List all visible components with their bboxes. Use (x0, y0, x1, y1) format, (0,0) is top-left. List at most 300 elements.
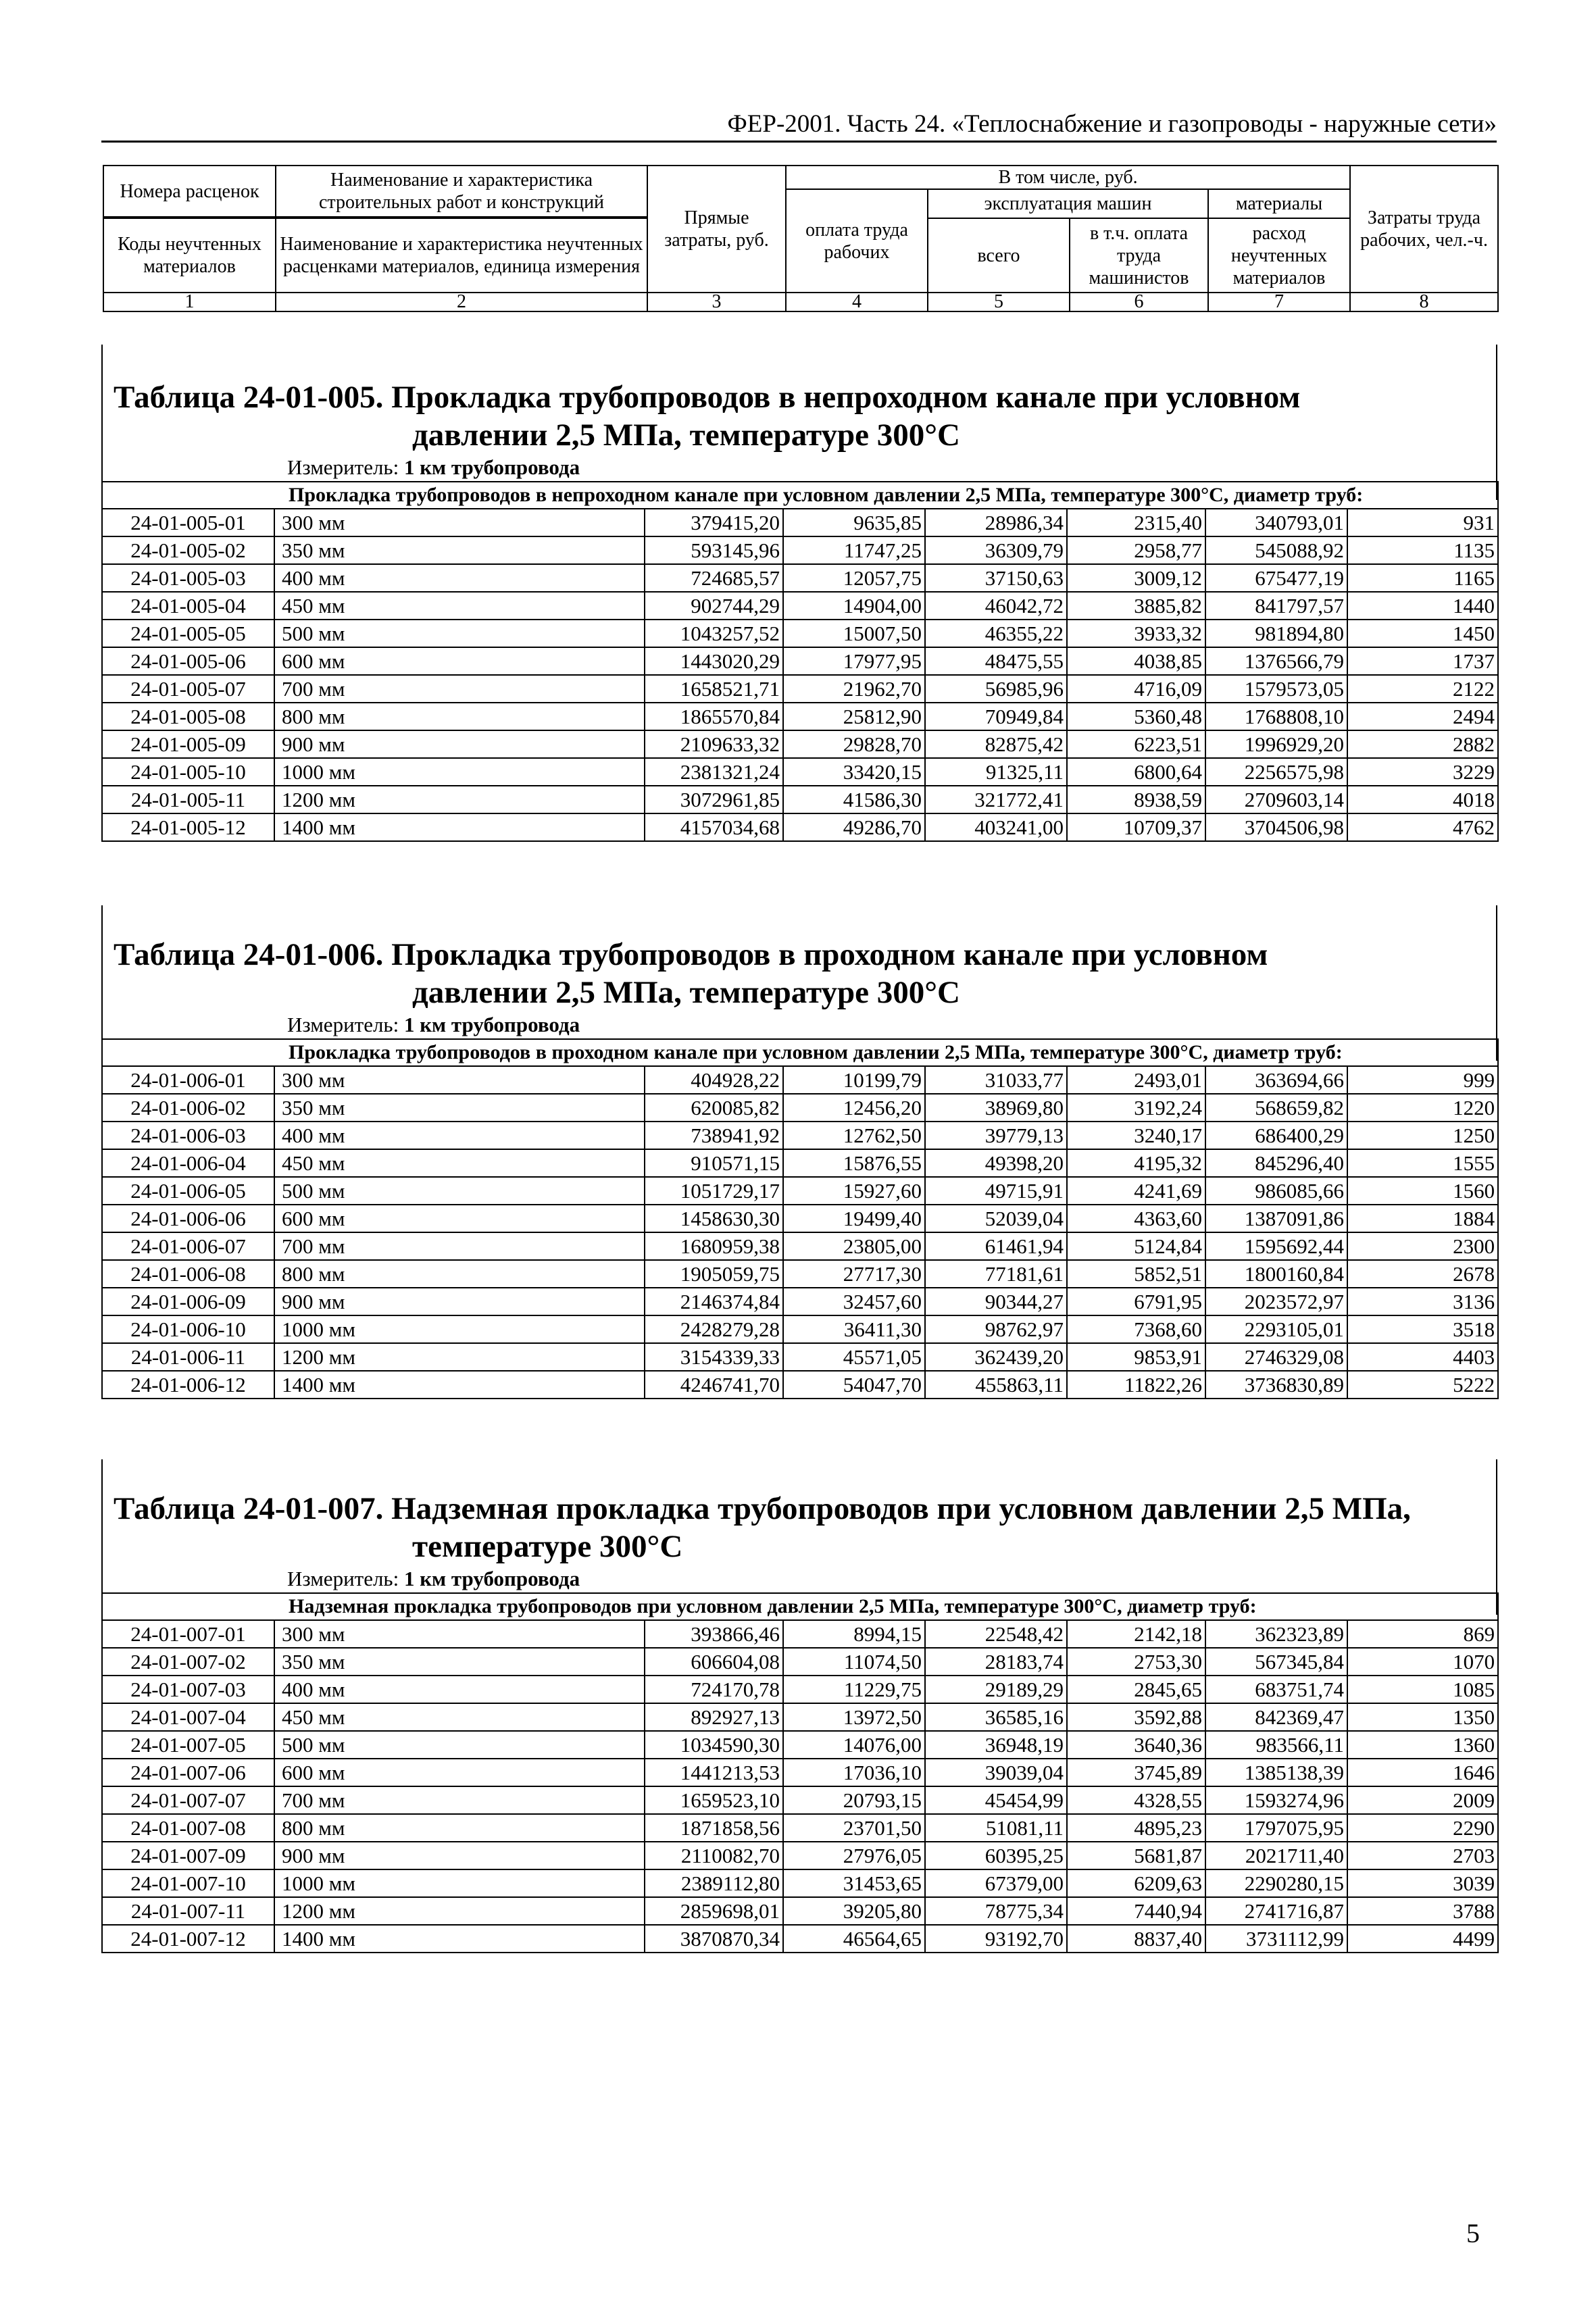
machines-wages-cell: 3009,12 (1067, 564, 1205, 592)
rate-code-cell: 24-01-005-06 (102, 647, 274, 675)
rate-code-cell: 24-01-006-07 (102, 1232, 274, 1260)
direct-costs-cell: 2146374,84 (645, 1288, 783, 1315)
wages-cell: 9635,85 (783, 509, 925, 536)
pipe-diameter-cell: 450 мм (274, 1149, 645, 1177)
header-wages: оплата труда рабочих (786, 189, 928, 293)
header-materials: материалы (1208, 189, 1350, 218)
materials-cell: 1376566,79 (1205, 647, 1347, 675)
machines-total-cell: 60395,25 (925, 1842, 1067, 1869)
rate-code-cell: 24-01-005-11 (102, 786, 274, 813)
materials-cell: 2256575,98 (1205, 758, 1347, 786)
materials-cell: 1595692,44 (1205, 1232, 1347, 1260)
rate-code-cell: 24-01-005-05 (102, 620, 274, 647)
direct-costs-cell: 892927,13 (645, 1703, 783, 1731)
wages-cell: 39205,80 (783, 1897, 925, 1925)
materials-cell: 1800160,84 (1205, 1260, 1347, 1288)
machines-total-cell: 39779,13 (925, 1122, 1067, 1149)
pipe-diameter-cell: 1200 мм (274, 1897, 645, 1925)
rate-code-cell: 24-01-006-09 (102, 1288, 274, 1315)
subtitle-row (102, 482, 1498, 509)
direct-costs-cell: 393866,46 (645, 1620, 783, 1648)
header-materials-name: Наименование и характеристика неучтенных расценками материалов, единица измерения (276, 218, 647, 293)
machines-total-cell: 67379,00 (925, 1869, 1067, 1897)
direct-costs-cell: 3154339,33 (645, 1343, 783, 1371)
table-row (102, 1232, 1498, 1260)
table-row (102, 1094, 1498, 1122)
labor-hours-cell: 2300 (1347, 1232, 1498, 1260)
pipe-diameter-cell: 600 мм (274, 1759, 645, 1786)
labor-hours-cell: 4403 (1347, 1343, 1498, 1371)
wages-cell: 36411,30 (783, 1315, 925, 1343)
labor-hours-cell: 1070 (1347, 1648, 1498, 1676)
materials-cell: 2023572,97 (1205, 1288, 1347, 1315)
header-machines-total: всего (928, 218, 1070, 293)
materials-cell: 675477,19 (1205, 564, 1347, 592)
pipe-diameter-cell: 1400 мм (274, 813, 645, 841)
table-row (102, 1842, 1498, 1869)
wages-cell: 45571,05 (783, 1343, 925, 1371)
machines-wages-cell: 2315,40 (1067, 509, 1205, 536)
machines-wages-cell: 4241,69 (1067, 1177, 1205, 1205)
header-including: В том числе, руб. (786, 166, 1350, 189)
direct-costs-cell: 1680959,38 (645, 1232, 783, 1260)
machines-wages-cell: 3933,32 (1067, 620, 1205, 647)
materials-cell: 3736830,89 (1205, 1371, 1347, 1399)
rate-code-cell: 24-01-005-03 (102, 564, 274, 592)
wages-cell: 41586,30 (783, 786, 925, 813)
machines-wages-cell: 2142,18 (1067, 1620, 1205, 1648)
machines-wages-cell: 3640,36 (1067, 1731, 1205, 1759)
machines-total-cell: 70949,84 (925, 703, 1067, 730)
rate-code-cell: 24-01-006-04 (102, 1149, 274, 1177)
wages-cell: 25812,90 (783, 703, 925, 730)
direct-costs-cell: 1043257,52 (645, 620, 783, 647)
table-row (102, 1066, 1498, 1094)
measure-unit: Измеритель: 1 км трубопровода (287, 1567, 580, 1590)
machines-total-cell: 28986,34 (925, 509, 1067, 536)
pipe-diameter-cell: 800 мм (274, 1260, 645, 1288)
header-material-codes: Коды неучтенных материалов (103, 218, 276, 293)
direct-costs-cell: 2109633,32 (645, 730, 783, 758)
row-group-title: Надземная прокладка трубопроводов при условном давлении 2,5 МПа, температуре 300°С, диаметр труб: (102, 1593, 1498, 1620)
direct-costs-cell: 1443020,29 (645, 647, 783, 675)
labor-hours-cell: 931 (1347, 509, 1498, 536)
header-machines: эксплуатация машин (928, 189, 1208, 218)
machines-total-cell: 36948,19 (925, 1731, 1067, 1759)
machines-total-cell: 45454,99 (925, 1786, 1067, 1814)
rate-code-cell: 24-01-006-05 (102, 1177, 274, 1205)
pipe-diameter-cell: 500 мм (274, 1731, 645, 1759)
column-number: 4 (786, 293, 928, 311)
labor-hours-cell: 1555 (1347, 1149, 1498, 1177)
labor-hours-cell: 1360 (1347, 1731, 1498, 1759)
machines-total-cell: 28183,74 (925, 1648, 1067, 1676)
subtitle-row (102, 1593, 1498, 1620)
machines-wages-cell: 3240,17 (1067, 1122, 1205, 1149)
table-row (102, 1814, 1498, 1842)
wages-cell: 14076,00 (783, 1731, 925, 1759)
wages-cell: 12762,50 (783, 1122, 925, 1149)
table-row (102, 1122, 1498, 1149)
direct-costs-cell: 1659523,10 (645, 1786, 783, 1814)
machines-wages-cell: 6223,51 (1067, 730, 1205, 758)
machines-wages-cell: 5852,51 (1067, 1260, 1205, 1288)
wages-cell: 8994,15 (783, 1620, 925, 1648)
labor-hours-cell: 2678 (1347, 1260, 1498, 1288)
header-rates: Номера расценок (103, 166, 276, 218)
materials-cell: 3731112,99 (1205, 1925, 1347, 1953)
machines-total-cell: 362439,20 (925, 1343, 1067, 1371)
rate-code-cell: 24-01-006-08 (102, 1260, 274, 1288)
rate-code-cell: 24-01-005-04 (102, 592, 274, 620)
pipe-diameter-cell: 900 мм (274, 730, 645, 758)
rate-code-cell: 24-01-007-05 (102, 1731, 274, 1759)
labor-hours-cell: 1560 (1347, 1177, 1498, 1205)
labor-hours-cell: 1135 (1347, 536, 1498, 564)
materials-cell: 2293105,01 (1205, 1315, 1347, 1343)
pipe-diameter-cell: 700 мм (274, 675, 645, 703)
materials-cell: 842369,47 (1205, 1703, 1347, 1731)
machines-wages-cell: 2958,77 (1067, 536, 1205, 564)
pipe-diameter-cell: 800 мм (274, 1814, 645, 1842)
rate-code-cell: 24-01-007-12 (102, 1925, 274, 1953)
machines-wages-cell: 2493,01 (1067, 1066, 1205, 1094)
page-number: 5 (1466, 2218, 1480, 2248)
pipe-diameter-cell: 400 мм (274, 1122, 645, 1149)
materials-cell: 545088,92 (1205, 536, 1347, 564)
machines-wages-cell: 4363,60 (1067, 1205, 1205, 1232)
header-machines-wages: в т.ч. оплата труда машинистов (1070, 218, 1208, 293)
direct-costs-cell: 2110082,70 (645, 1842, 783, 1869)
pipe-diameter-cell: 300 мм (274, 509, 645, 536)
wages-cell: 12456,20 (783, 1094, 925, 1122)
rate-code-cell: 24-01-007-09 (102, 1842, 274, 1869)
direct-costs-cell: 593145,96 (645, 536, 783, 564)
table-row (102, 730, 1498, 758)
materials-cell: 363694,66 (1205, 1066, 1347, 1094)
table-row (102, 536, 1498, 564)
machines-total-cell: 78775,34 (925, 1897, 1067, 1925)
pipe-diameter-cell: 900 мм (274, 1288, 645, 1315)
labor-hours-cell: 2009 (1347, 1786, 1498, 1814)
machines-wages-cell: 5124,84 (1067, 1232, 1205, 1260)
direct-costs-cell: 2859698,01 (645, 1897, 783, 1925)
machines-total-cell: 29189,29 (925, 1676, 1067, 1703)
direct-costs-cell: 1871858,56 (645, 1814, 783, 1842)
machines-wages-cell: 3592,88 (1067, 1703, 1205, 1731)
pipe-diameter-cell: 300 мм (274, 1620, 645, 1648)
direct-costs-cell: 2428279,28 (645, 1315, 783, 1343)
table-row (102, 675, 1498, 703)
table-row (102, 1315, 1498, 1343)
machines-wages-cell: 5681,87 (1067, 1842, 1205, 1869)
labor-hours-cell: 2122 (1347, 675, 1498, 703)
labor-hours-cell: 3229 (1347, 758, 1498, 786)
materials-cell: 2741716,87 (1205, 1897, 1347, 1925)
row-group-title: Прокладка трубопроводов в проходном канале при условном давлении 2,5 МПа, температуре 300°С, диаметр труб: (102, 1039, 1498, 1066)
wages-cell: 27717,30 (783, 1260, 925, 1288)
machines-total-cell: 48475,55 (925, 647, 1067, 675)
machines-total-cell: 49715,91 (925, 1177, 1067, 1205)
running-header: ФЕР-2001. Часть 24. «Теплоснабжение и газопроводы - наружные сети» (727, 110, 1497, 138)
machines-wages-cell: 8837,40 (1067, 1925, 1205, 1953)
labor-hours-cell: 3039 (1347, 1869, 1498, 1897)
materials-cell: 362323,89 (1205, 1620, 1347, 1648)
labor-hours-cell: 2494 (1347, 703, 1498, 730)
labor-hours-cell: 1250 (1347, 1122, 1498, 1149)
pipe-diameter-cell: 1400 мм (274, 1925, 645, 1953)
rate-code-cell: 24-01-007-04 (102, 1703, 274, 1731)
labor-hours-cell: 1884 (1347, 1205, 1498, 1232)
machines-total-cell: 37150,63 (925, 564, 1067, 592)
direct-costs-cell: 1034590,30 (645, 1731, 783, 1759)
table-section (101, 936, 1497, 1399)
rate-code-cell: 24-01-006-01 (102, 1066, 274, 1094)
rates-table (101, 481, 1499, 842)
machines-total-cell: 403241,00 (925, 813, 1067, 841)
rate-code-cell: 24-01-007-01 (102, 1620, 274, 1648)
table-row (102, 1149, 1498, 1177)
table-row (102, 1759, 1498, 1786)
column-number: 6 (1070, 293, 1208, 311)
column-number: 3 (647, 293, 786, 311)
machines-total-cell: 321772,41 (925, 786, 1067, 813)
wages-cell: 19499,40 (783, 1205, 925, 1232)
labor-hours-cell: 1085 (1347, 1676, 1498, 1703)
table-row (102, 509, 1498, 536)
materials-cell: 686400,29 (1205, 1122, 1347, 1149)
materials-cell: 1387091,86 (1205, 1205, 1347, 1232)
machines-wages-cell: 7440,94 (1067, 1897, 1205, 1925)
materials-cell: 568659,82 (1205, 1094, 1347, 1122)
machines-total-cell: 90344,27 (925, 1288, 1067, 1315)
wages-cell: 23701,50 (783, 1814, 925, 1842)
table-row (102, 703, 1498, 730)
materials-cell: 683751,74 (1205, 1676, 1347, 1703)
labor-hours-cell: 999 (1347, 1066, 1498, 1094)
rate-code-cell: 24-01-005-01 (102, 509, 274, 536)
pipe-diameter-cell: 400 мм (274, 564, 645, 592)
materials-cell: 2021711,40 (1205, 1842, 1347, 1869)
pipe-diameter-cell: 350 мм (274, 536, 645, 564)
direct-costs-cell: 620085,82 (645, 1094, 783, 1122)
machines-wages-cell: 4716,09 (1067, 675, 1205, 703)
table-title: Таблица 24-01-007. Надземная прокладка трубопроводов при условном давлении 2,5 МПа, температуре 300°С (114, 1491, 1411, 1564)
materials-cell: 1579573,05 (1205, 675, 1347, 703)
labor-hours-cell: 869 (1347, 1620, 1498, 1648)
wages-cell: 11229,75 (783, 1676, 925, 1703)
machines-wages-cell: 10709,37 (1067, 813, 1205, 841)
table-section (101, 1490, 1497, 1953)
direct-costs-cell: 724685,57 (645, 564, 783, 592)
machines-total-cell: 98762,97 (925, 1315, 1067, 1343)
labor-hours-cell: 1450 (1347, 620, 1498, 647)
materials-cell: 3704506,98 (1205, 813, 1347, 841)
rate-code-cell: 24-01-006-10 (102, 1315, 274, 1343)
table-row (102, 1371, 1498, 1399)
machines-total-cell: 455863,11 (925, 1371, 1067, 1399)
header-rule (101, 141, 1497, 143)
labor-hours-cell: 1220 (1347, 1094, 1498, 1122)
table-row (102, 620, 1498, 647)
labor-hours-cell: 1646 (1347, 1759, 1498, 1786)
machines-total-cell: 22548,42 (925, 1620, 1067, 1648)
column-number: 5 (928, 293, 1070, 311)
table-row (102, 1925, 1498, 1953)
direct-costs-cell: 379415,20 (645, 509, 783, 536)
wages-cell: 12057,75 (783, 564, 925, 592)
wages-cell: 15927,60 (783, 1177, 925, 1205)
rate-code-cell: 24-01-006-12 (102, 1371, 274, 1399)
machines-total-cell: 49398,20 (925, 1149, 1067, 1177)
direct-costs-cell: 4157034,68 (645, 813, 783, 841)
machines-wages-cell: 3745,89 (1067, 1759, 1205, 1786)
direct-costs-cell: 1051729,17 (645, 1177, 783, 1205)
machines-total-cell: 82875,42 (925, 730, 1067, 758)
rate-code-cell: 24-01-005-10 (102, 758, 274, 786)
machines-total-cell: 51081,11 (925, 1814, 1067, 1842)
wages-cell: 10199,79 (783, 1066, 925, 1094)
rates-table (101, 1038, 1499, 1399)
pipe-diameter-cell: 600 мм (274, 1205, 645, 1232)
direct-costs-cell: 910571,15 (645, 1149, 783, 1177)
rate-code-cell: 24-01-007-07 (102, 1786, 274, 1814)
rate-code-cell: 24-01-006-06 (102, 1205, 274, 1232)
direct-costs-cell: 3072961,85 (645, 786, 783, 813)
direct-costs-cell: 3870870,34 (645, 1925, 783, 1953)
machines-total-cell: 39039,04 (925, 1759, 1067, 1786)
direct-costs-cell: 724170,78 (645, 1676, 783, 1703)
materials-cell: 2746329,08 (1205, 1343, 1347, 1371)
materials-cell: 1797075,95 (1205, 1814, 1347, 1842)
table-row (102, 786, 1498, 813)
wages-cell: 23805,00 (783, 1232, 925, 1260)
machines-total-cell: 46042,72 (925, 592, 1067, 620)
machines-wages-cell: 8938,59 (1067, 786, 1205, 813)
materials-cell: 2290280,15 (1205, 1869, 1347, 1897)
wages-cell: 11074,50 (783, 1648, 925, 1676)
direct-costs-cell: 902744,29 (645, 592, 783, 620)
machines-wages-cell: 4328,55 (1067, 1786, 1205, 1814)
table-row (102, 1703, 1498, 1731)
table-row (102, 1205, 1498, 1232)
table-row (102, 564, 1498, 592)
direct-costs-cell: 404928,22 (645, 1066, 783, 1094)
materials-cell: 845296,40 (1205, 1149, 1347, 1177)
materials-cell: 841797,57 (1205, 592, 1347, 620)
wages-cell: 54047,70 (783, 1371, 925, 1399)
rate-code-cell: 24-01-007-11 (102, 1897, 274, 1925)
materials-cell: 2709603,14 (1205, 786, 1347, 813)
materials-cell: 1593274,96 (1205, 1786, 1347, 1814)
table-row (102, 647, 1498, 675)
wages-cell: 15876,55 (783, 1149, 925, 1177)
table-row (102, 1260, 1498, 1288)
materials-cell: 1996929,20 (1205, 730, 1347, 758)
pipe-diameter-cell: 1200 мм (274, 786, 645, 813)
labor-hours-cell: 4499 (1347, 1925, 1498, 1953)
wages-cell: 31453,65 (783, 1869, 925, 1897)
machines-total-cell: 52039,04 (925, 1205, 1067, 1232)
machines-total-cell: 31033,77 (925, 1066, 1067, 1094)
materials-cell: 1385138,39 (1205, 1759, 1347, 1786)
table-row (102, 1786, 1498, 1814)
table-row (102, 1343, 1498, 1371)
labor-hours-cell: 3788 (1347, 1897, 1498, 1925)
table-row (102, 1177, 1498, 1205)
machines-wages-cell: 9853,91 (1067, 1343, 1205, 1371)
pipe-diameter-cell: 350 мм (274, 1094, 645, 1122)
pipe-diameter-cell: 450 мм (274, 592, 645, 620)
rate-code-cell: 24-01-007-06 (102, 1759, 274, 1786)
machines-wages-cell: 2753,30 (1067, 1648, 1205, 1676)
rate-code-cell: 24-01-007-02 (102, 1648, 274, 1676)
rate-code-cell: 24-01-006-11 (102, 1343, 274, 1371)
pipe-diameter-cell: 400 мм (274, 1676, 645, 1703)
table-title: Таблица 24-01-006. Прокладка трубопроводов в проходном канале при условном давлении 2,5 МПа, температуре 300°С (114, 937, 1268, 1010)
machines-total-cell: 36585,16 (925, 1703, 1067, 1731)
wages-cell: 11747,25 (783, 536, 925, 564)
wages-cell: 27976,05 (783, 1842, 925, 1869)
machines-total-cell: 56985,96 (925, 675, 1067, 703)
direct-costs-cell: 1865570,84 (645, 703, 783, 730)
column-number: 7 (1208, 293, 1350, 311)
wages-cell: 17036,10 (783, 1759, 925, 1786)
rate-code-cell: 24-01-007-03 (102, 1676, 274, 1703)
wages-cell: 20793,15 (783, 1786, 925, 1814)
table-row (102, 1869, 1498, 1897)
materials-cell: 1768808,10 (1205, 703, 1347, 730)
pipe-diameter-cell: 450 мм (274, 1703, 645, 1731)
column-number: 2 (276, 293, 647, 311)
table-row (102, 1897, 1498, 1925)
machines-wages-cell: 11822,26 (1067, 1371, 1205, 1399)
table-row (102, 1676, 1498, 1703)
wages-cell: 21962,70 (783, 675, 925, 703)
labor-hours-cell: 4762 (1347, 813, 1498, 841)
machines-wages-cell: 4195,32 (1067, 1149, 1205, 1177)
machines-total-cell: 61461,94 (925, 1232, 1067, 1260)
labor-hours-cell: 5222 (1347, 1371, 1498, 1399)
pipe-diameter-cell: 700 мм (274, 1786, 645, 1814)
column-header-table (103, 165, 1499, 312)
table-row (102, 1288, 1498, 1315)
wages-cell: 15007,50 (783, 620, 925, 647)
row-group-title: Прокладка трубопроводов в непроходном канале при условном давлении 2,5 МПа, температуре 300°С, диаметр труб: (102, 482, 1498, 509)
table-row (102, 813, 1498, 841)
machines-wages-cell: 3192,24 (1067, 1094, 1205, 1122)
rate-code-cell: 24-01-006-02 (102, 1094, 274, 1122)
pipe-diameter-cell: 900 мм (274, 1842, 645, 1869)
machines-wages-cell: 6800,64 (1067, 758, 1205, 786)
wages-cell: 32457,60 (783, 1288, 925, 1315)
labor-hours-cell: 1165 (1347, 564, 1498, 592)
wages-cell: 17977,95 (783, 647, 925, 675)
direct-costs-cell: 1458630,30 (645, 1205, 783, 1232)
pipe-diameter-cell: 800 мм (274, 703, 645, 730)
table-title: Таблица 24-01-005. Прокладка трубопроводов в непроходном канале при условном давлении 2,5 МПа, температуре 300°С (114, 380, 1301, 453)
materials-cell: 983566,11 (1205, 1731, 1347, 1759)
table-section (101, 378, 1497, 842)
machines-wages-cell: 6209,63 (1067, 1869, 1205, 1897)
rate-code-cell: 24-01-007-10 (102, 1869, 274, 1897)
rate-code-cell: 24-01-005-08 (102, 703, 274, 730)
pipe-diameter-cell: 1000 мм (274, 1315, 645, 1343)
pipe-diameter-cell: 600 мм (274, 647, 645, 675)
machines-wages-cell: 5360,48 (1067, 703, 1205, 730)
rate-code-cell: 24-01-007-08 (102, 1814, 274, 1842)
direct-costs-cell: 738941,92 (645, 1122, 783, 1149)
